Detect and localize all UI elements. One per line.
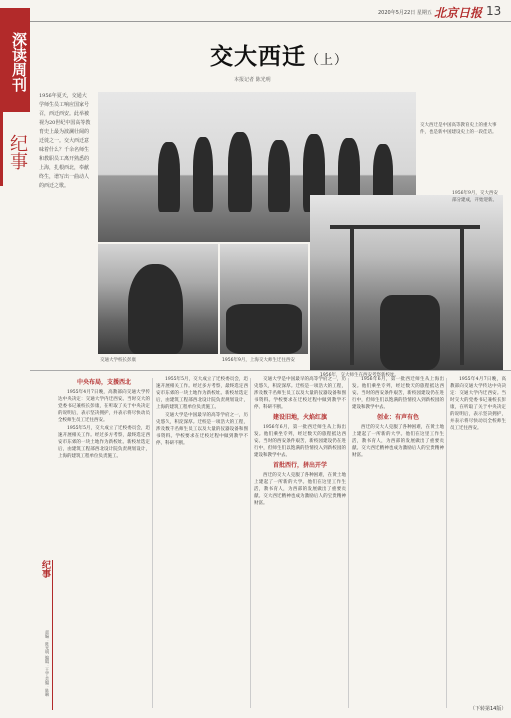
body-column-2 — [156, 376, 248, 710]
date-line: 2020年5月22日 星期五 — [378, 10, 432, 16]
photo-figure — [158, 142, 180, 212]
photo-crowd — [220, 244, 308, 354]
column-divider — [446, 378, 447, 708]
crowd-figure — [226, 304, 302, 354]
scaffold-post — [350, 225, 354, 365]
column-divider — [250, 378, 251, 708]
column-text: 交通大学是中国最早的高等学府之一，历史悠久，积淀深厚。迁校是一项浩大的工程，涉及数千名师生员工以及大量的仪器设备和图书资料。学校要求在迁校过程中做到教学不停、科研不断。 — [254, 377, 346, 410]
byline: 本报记者 陈光明 — [234, 77, 271, 83]
column-text: 1956年6月，第一批西迁师生从上海出发。他们乘坐专列，经过数天的旅程抵达西安。当时的西安条件艰苦，新校园建设仍在进行中，但师生们以饱满的热情投入到新校园的建设和教学中去。 — [352, 377, 444, 410]
column-text: 1955年4月7日晚，高教部向交通大学传达中央决定：交通大学内迁西安。当时交大的党委书记兼校长彭康，在听取了关于中央决定的说明后，表示坚决拥护，并表示将尽快动员全校师生员工迁往西安。 — [450, 377, 506, 431]
worker-figure — [380, 295, 440, 370]
photo-portrait — [98, 244, 218, 354]
side-note — [420, 122, 498, 182]
photo-figure — [228, 132, 252, 212]
column-text: 1955年5月，交大成立了迁校委员会，迅速开展相关工作。经过多方考察，最终选定西安市东郊的一块土地作为新校址。新校址选定后，由建筑工程部西北设计院负责规划设计，上海的建筑工程单位负责施工。 — [58, 426, 150, 459]
body-column-3 — [254, 376, 346, 710]
body-column-5 — [450, 376, 506, 710]
column-text: 西迁的交大人克服了各种困难，在黄土地上建起了一所新的大学。他们在这里工作生活，教书育人，为西部的发展做出了重要贡献。交大西迁精神也成为激励后人的宝贵精神财富。 — [254, 473, 346, 506]
photo-construction — [310, 195, 503, 370]
paper-logo: 北京日报 — [434, 6, 483, 20]
column-text: 交通大学是中国最早的高等学府之一，历史悠久，积淀深厚。迁校是一项浩大的工程，涉及数千名师生员工以及大量的仪器设备和图书资料。学校要求在迁校过程中做到教学不停、科研不断。 — [156, 413, 248, 446]
column-text: 1955年4月7日晚，高教部向交通大学传达中央决定：交通大学内迁西安。当时交大的党委书记兼校长彭康，在听取了关于中央决定的说明后，表示坚决拥护，并表示将尽快动员全校师生员工迁往西安。 — [58, 390, 150, 423]
title-sub: （上） — [306, 53, 349, 68]
subhead-4: 首批西行，拼出开学 — [272, 462, 327, 469]
caption-crowd: 1956年9月，上海交大师生迁往西安 — [222, 358, 295, 363]
lead-paragraph — [39, 92, 91, 362]
section-divider — [30, 370, 511, 371]
side-note-text: 交大西迁是中国高等教育史上的重大事件，也是新中国建设史上的一段佳话。 — [420, 123, 497, 135]
caption-right: 1956年9月，交大西安部分建成，开始迎新。 — [452, 191, 498, 203]
section-label: 深读周刊 — [0, 8, 30, 112]
continued-note: （下转第14版） — [470, 706, 507, 712]
header-divider — [30, 21, 511, 22]
portrait-figure — [128, 264, 183, 354]
column-text: 1955年5月，交大成立了迁校委员会，迅速开展相关工作。经过多方考察，最终选定西安市东郊的一块土地作为新校址。新校址选定后，由建筑工程部西北设计院负责规划设计，上海的建筑工程单位负责施工。 — [156, 377, 248, 410]
title-main: 交大西迁 — [210, 44, 306, 70]
photo-figure — [268, 140, 290, 212]
scaffold-post — [460, 225, 464, 365]
caption-main: 1956年，交大师生在西安考察新校址。 — [320, 373, 399, 378]
column-divider — [152, 378, 153, 708]
column-text: 1956年6月，第一批西迁师生从上海出发。他们乘坐专列，经过数天的旅程抵达西安。当时的西安条件艰苦，新校园建设仍在进行中，但师生们以饱满的热情投入到新校园的建设和教学中去。 — [254, 425, 346, 458]
column-divider — [348, 378, 349, 708]
lead-text: 1956年夏天，交通大学师生员工响应国家号召，西迁西安。此举被视为20世纪中国高等教育史上最为波澜壮阔的迁徙之一。交大西迁意味着什么？千余名师生和教职员工离开熟悉的上海，扎根西北，奉献终生，谱写出一曲动人的西迁之歌。 — [39, 93, 91, 189]
article-title — [210, 38, 348, 71]
page-number: 13 — [486, 4, 502, 18]
body-column-4 — [352, 376, 444, 710]
subhead-1: 中央布局，支援西北 — [76, 379, 131, 386]
caption-portrait: 交通大学校长彭康 — [100, 358, 136, 363]
subhead-3: 创业：有声有色 — [376, 414, 419, 421]
column-text: 西迁的交大人克服了各种困难，在黄土地上建起了一所新的大学。他们在这里工作生活，教书育人，为西部的发展做出了重要贡献。交大西迁精神也成为激励后人的宝贵精神财富。 — [352, 425, 444, 458]
subhead-2: 建设旧地，火焰红旗 — [272, 414, 327, 421]
column-label: 纪事 — [0, 112, 30, 186]
editor-credits: 责编：陈光明 编辑：王宇 美编：陈琳 — [45, 630, 50, 697]
column-tag: 纪事 — [40, 560, 50, 578]
photo-figure — [193, 137, 213, 212]
body-column-1 — [58, 376, 150, 710]
